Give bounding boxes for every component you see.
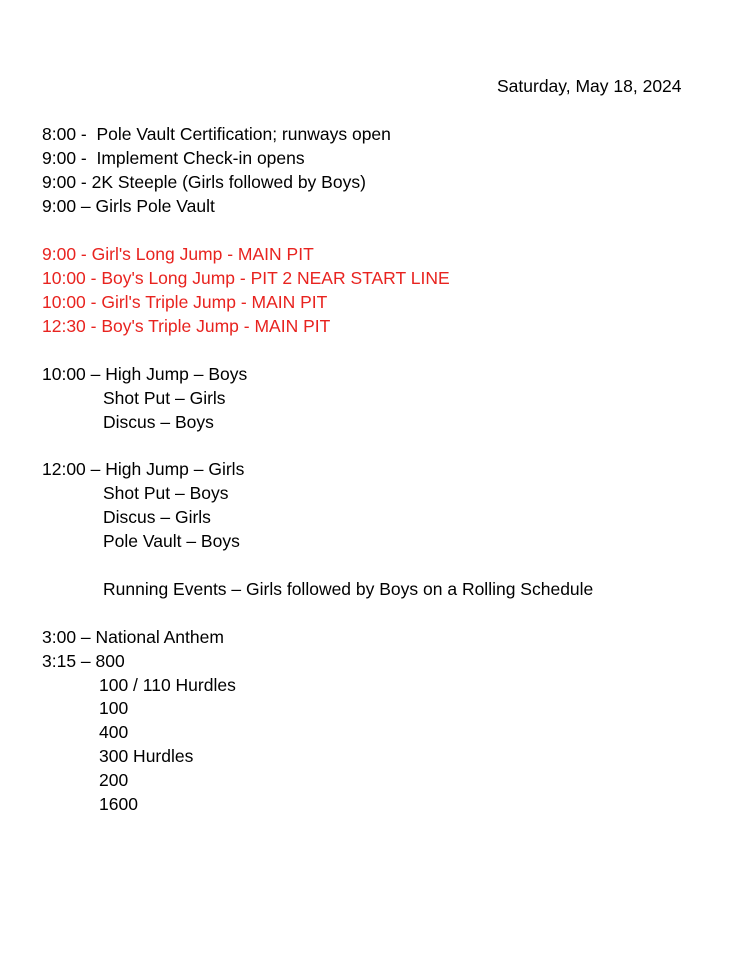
running-event-item: 100 (99, 698, 129, 718)
schedule-line: 9:00 – Girls Pole Vault (42, 196, 215, 216)
schedule-line: 8:00 - Pole Vault Certification; runways open (42, 124, 391, 144)
running-event-item: 400 (99, 722, 129, 742)
field-event-item: Shot Put – Girls (103, 388, 226, 408)
running-events-note: Running Events – Girls followed by Boys on a Rolling Schedule (103, 579, 594, 599)
jump-schedule-line: 12:30 - Boy's Triple Jump - MAIN PIT (42, 316, 331, 336)
jump-schedule-line: 10:00 - Girl's Triple Jump - MAIN PIT (42, 292, 328, 312)
jump-schedule-line: 9:00 - Girl's Long Jump - MAIN PIT (42, 244, 314, 264)
field-event-item: Pole Vault – Boys (103, 531, 240, 551)
field-block-header: 12:00 – High Jump – Girls (42, 459, 245, 479)
schedule-date: Saturday, May 18, 2024 (497, 76, 682, 96)
schedule-line: 3:00 – National Anthem (42, 627, 224, 647)
schedule-line: 9:00 - Implement Check-in opens (42, 148, 305, 168)
running-event-item: 300 Hurdles (99, 746, 194, 766)
schedule-line: 9:00 - 2K Steeple (Girls followed by Boys) (42, 172, 366, 192)
field-event-item: Shot Put – Boys (103, 483, 229, 503)
schedule-line: 3:15 – 800 (42, 651, 125, 671)
jump-schedule-line: 10:00 - Boy's Long Jump - PIT 2 NEAR START LINE (42, 268, 450, 288)
field-event-item: Discus – Girls (103, 507, 211, 527)
field-block-header: 10:00 – High Jump – Boys (42, 364, 248, 384)
running-event-item: 200 (99, 770, 129, 790)
running-event-item: 1600 (99, 794, 138, 814)
field-event-item: Discus – Boys (103, 412, 214, 432)
running-event-item: 100 / 110 Hurdles (99, 675, 236, 695)
